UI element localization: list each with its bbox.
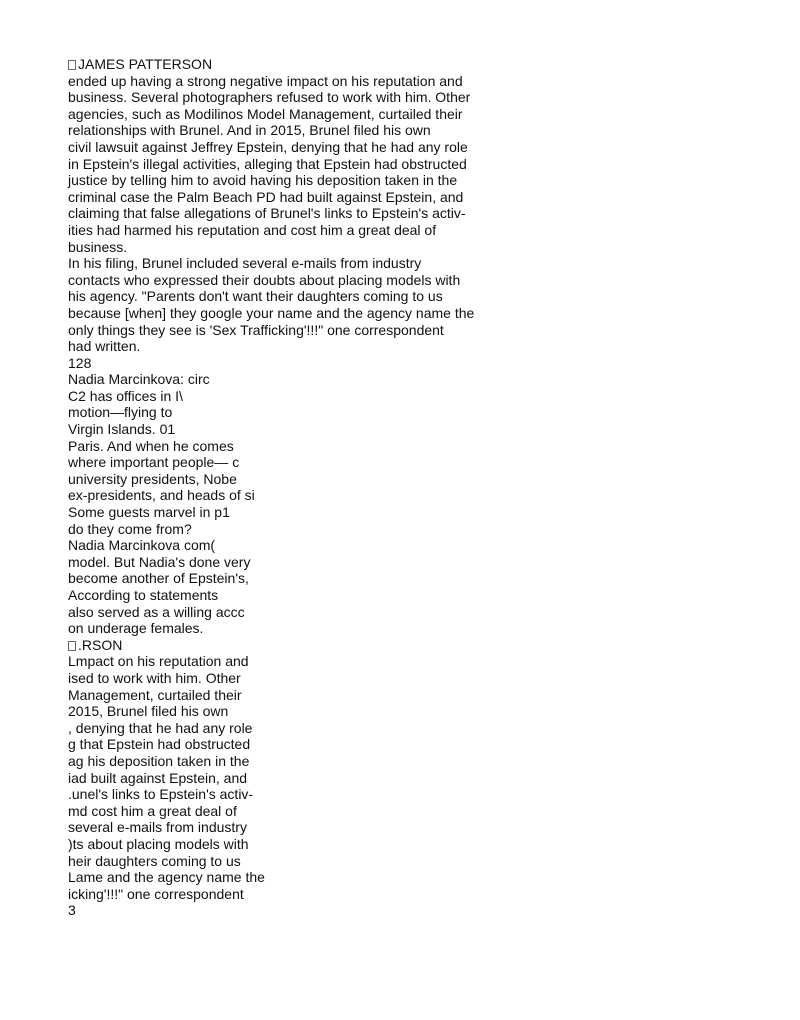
fragment-line: university presidents, Nobe (68, 470, 237, 487)
second-fragment-text (68, 653, 768, 902)
body-line: business. Several photographers refused to work with him. Other (68, 89, 471, 106)
fragment-line: Virgin Islands. 01 (68, 421, 176, 438)
second-fragment-line: , denying that he had any role (68, 719, 253, 736)
missing-glyph-icon (68, 60, 76, 70)
second-running-head (68, 637, 768, 654)
second-fragment-line: g that Epstein had obstructed (68, 736, 251, 753)
fragment-line: also served as a willing accc (68, 603, 245, 620)
fragment-line: Nadia Marcinkova com( (68, 537, 216, 554)
body-line: had written. (68, 338, 141, 355)
fragment-line: According to statements (68, 587, 219, 603)
second-page-number: 3 (68, 902, 76, 919)
fragment-line: C2 has offices in I\ (68, 387, 183, 404)
second-fragment-line: ag his deposition taken in the (68, 752, 250, 769)
body-line: justice by telling him to avoid having his deposition taken in the (68, 172, 458, 189)
body-line: relationships with Brunel. And in 2015, Brunel filed his own (68, 122, 431, 139)
fragment-text (68, 371, 768, 637)
body-line: claiming that false allegations of Brunel's links to Epstein's activ- (68, 205, 466, 222)
running-head (68, 56, 768, 73)
body-line: criminal case the Palm Beach PD had built against Epstein, and (68, 188, 464, 205)
body-line: agencies, such as Modilinos Model Management, curtailed their (68, 105, 463, 122)
document-page (68, 56, 768, 919)
body-text (68, 73, 768, 355)
body-line: In his filing, Brunel included several e-mails from industry (68, 255, 422, 272)
second-running-head-text: .RSON (78, 636, 123, 653)
second-fragment-line: several e-mails from industry (68, 819, 247, 836)
body-line: in Epstein's illegal activities, alleging that Epstein had obstructed (68, 155, 467, 172)
second-fragment-line: md cost him a great deal of (68, 802, 237, 819)
fragment-line: on underage females. (68, 620, 204, 637)
page-number: 128 (68, 354, 92, 371)
fragment-line: ex-presidents, and heads of si (68, 487, 255, 504)
second-fragment-line: icking'!!!" one correspondent (68, 885, 244, 902)
second-fragment-line: iad built against Epstein, and (68, 769, 248, 786)
second-fragment-line: heir daughters coming to us (68, 852, 241, 869)
second-fragment-line: ised to work with him. Other (68, 669, 241, 686)
second-fragment-line: Lmpact on his reputation and (68, 653, 249, 670)
fragment-line: Some guests marvel in p1 (68, 504, 230, 521)
body-line: civil lawsuit against Jeffrey Epstein, denying that he had any role (68, 138, 468, 155)
fragment-line: model. But Nadia's done very (68, 553, 251, 570)
body-line: contacts who expressed their doubts about placing models with (68, 271, 461, 288)
second-fragment-line: Management, curtailed their (68, 686, 242, 703)
body-line: because [when] they google your name and the agency name the (68, 304, 475, 321)
fragment-line: become another of Epstein's, (68, 570, 249, 587)
running-head-text: JAMES PATTERSON (78, 56, 213, 72)
body-line: only things they see is 'Sex Trafficking'!!!" one correspondent (68, 321, 444, 338)
fragment-line: motion—flying to (68, 404, 173, 421)
second-fragment-line: .unel's links to Epstein's activ- (68, 786, 254, 803)
body-line: ended up having a strong negative impact on his reputation and (68, 72, 463, 89)
fragment-line: do they come from? (68, 520, 192, 537)
body-line: ities had harmed his reputation and cost him a great deal of (68, 221, 437, 238)
body-line: business. (68, 238, 128, 255)
second-fragment-line: Lame and the agency name the (68, 869, 265, 886)
fragment-line: Paris. And when he comes (68, 437, 234, 454)
second-fragment-line: )ts about placing models with (68, 835, 249, 852)
second-fragment-line: 2015, Brunel filed his own (68, 703, 229, 720)
fragment-line: where important people— c (68, 454, 240, 471)
fragment-line: Nadia Marcinkova: circ (68, 371, 210, 388)
missing-glyph-icon (68, 641, 76, 651)
body-line: his agency. "Parents don't want their daughters coming to us (68, 288, 443, 305)
